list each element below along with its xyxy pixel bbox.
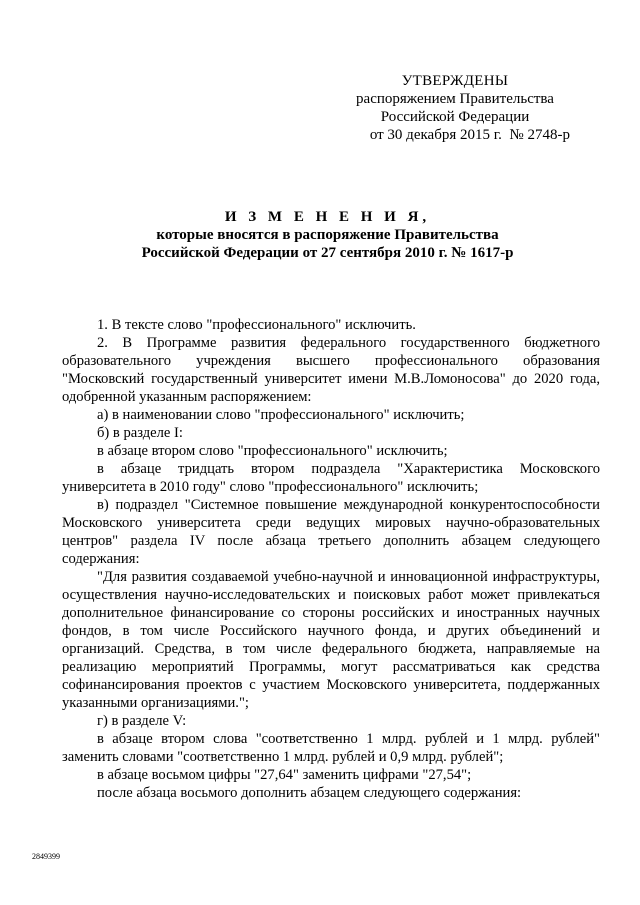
document-title [70,208,585,262]
paragraph-g-clause-3: после абзаца восьмого дополнить абзацем следующего содержания: [97,785,522,801]
title-subtitle-line-1: которые вносятся в распоряжение Правительства [156,227,499,243]
approval-country-line: Российской Федерации [380,109,530,125]
document-body [62,316,600,802]
title-heading: И З М Е Н Е Н И Я, [224,209,431,225]
paragraph-subitem-b: б) в разделе I: [97,425,183,441]
paragraph-subitem-g: г) в разделе V: [97,713,187,729]
document-code: 2849399 [32,852,60,861]
paragraph-g-clause-2: в абзаце восьмом цифры "27,64" заменить цифрами "27,54"; [97,767,472,783]
paragraph-quoted-insert: "Для развития создаваемой учебно-научной и инновационной инфраструктуры, осуществления научно-исследовательских и поисковых работ может привлекаться дополнительное финансирование со стороны российских и иностранных научных фондов, в том числе Российского научного фонда, и других объединений и организаций. Средства, в том числе федерального бюджета, направляемые на реализацию мероприятий Программы, могут рассматриваться как средства софинансирования проектов с участием Московского университета, поддержанных указанными организациями."; [62,569,600,711]
paragraph-item-2: 2. В Программе развития федерального государственного бюджетного образовательного учреждения высшего профессионального образования "Московский государственный университет имени М.В.Ломоносова" до 2020 года, одобренной указанным распоряжением: [62,335,600,405]
paragraph-b-clause-1: в абзаце втором слово "профессионального" исключить; [97,443,448,459]
paragraph-g-clause-1: в абзаце втором слова "соответственно 1 млрд. рублей и 1 млрд. рублей" заменить словами "соответственно 1 млрд. рублей и 0,9 млрд. рублей"; [62,731,600,765]
approval-heading: УТВЕРЖДЕНЫ [401,73,509,89]
title-subtitle-line-2: Российской Федерации от 27 сентября 2010 г. № 1617-р [141,245,514,261]
paragraph-subitem-a: а) в наименовании слово "профессионального" исключить; [97,407,465,423]
paragraph-item-1: 1. В тексте слово "профессионального" исключить. [97,317,416,333]
paragraph-subitem-v: в) подраздел "Системное повышение международной конкурентоспособности Московского университета среди ведущих мировых научно-образовательных центров" раздела IV после абзаца третьего дополнить абзацем следующего содержания: [62,497,600,567]
approval-date-number-line: от 30 декабря 2015 г. № 2748-р [369,127,570,143]
approval-stamp [340,72,570,144]
approval-issuer-line: распоряжением Правительства [356,91,554,107]
paragraph-b-clause-2: в абзаце тридцать втором подраздела "Характеристика Московского университета в 2010 году" слово "профессионального" исключить; [62,461,600,495]
